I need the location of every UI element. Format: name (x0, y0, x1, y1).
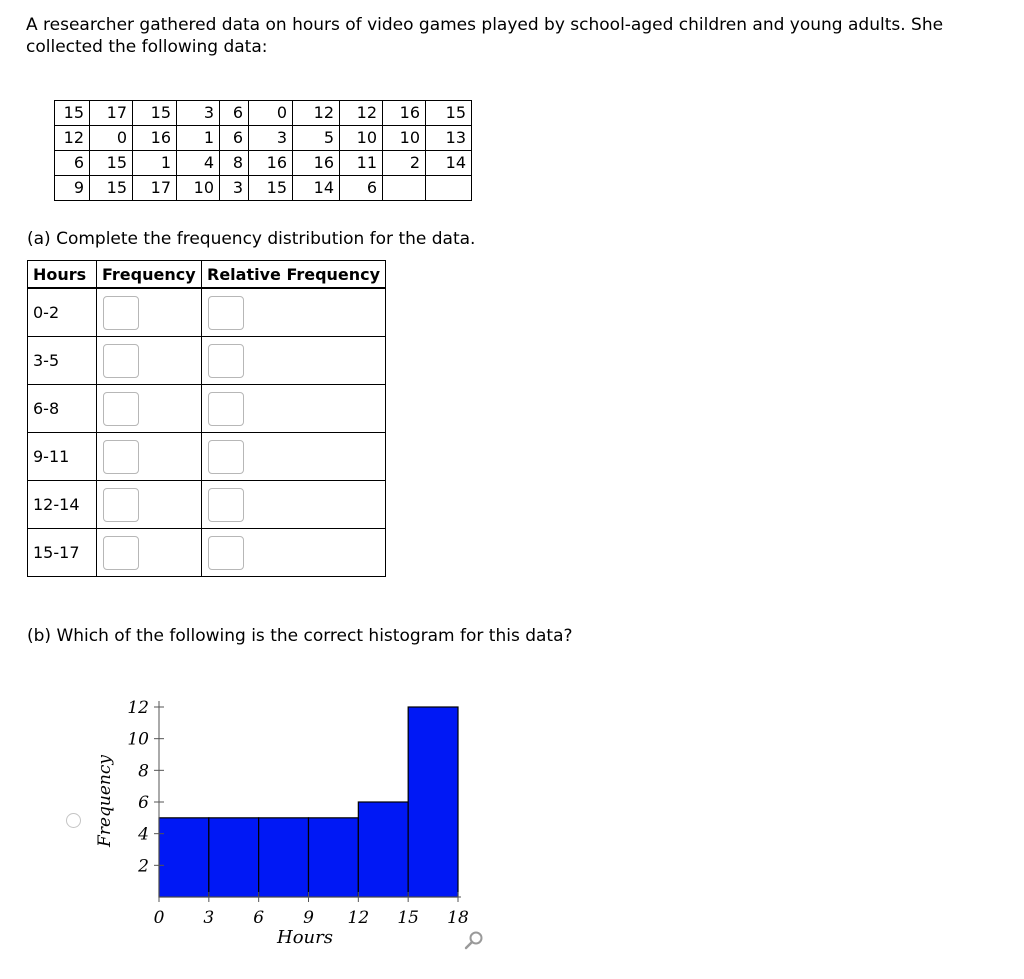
histogram-bar (408, 707, 458, 897)
data-cell: 12 (293, 101, 340, 126)
hours-label: 9-11 (28, 433, 97, 481)
y-tick-label: 2 (138, 856, 149, 877)
y-tick-label: 6 (138, 793, 149, 813)
data-cell: 3 (220, 176, 249, 201)
histogram-bar (259, 818, 309, 897)
data-cell: 15 (90, 151, 133, 176)
hours-label: 0-2 (28, 288, 97, 337)
data-cell: 3 (249, 126, 293, 151)
data-cell: 6 (220, 126, 249, 151)
hours-label: 6-8 (28, 385, 97, 433)
data-cell: 15 (249, 176, 293, 201)
data-cell: 0 (249, 101, 293, 126)
histogram-bar (358, 802, 408, 897)
data-cell: 12 (55, 126, 90, 151)
data-cell: 6 (220, 101, 249, 126)
data-cell: 15 (426, 101, 472, 126)
data-cell: 1 (133, 151, 177, 176)
data-cell: 17 (133, 176, 177, 201)
x-tick-label: 18 (447, 908, 469, 928)
data-cell: 13 (426, 126, 472, 151)
header-frequency: Frequency (97, 261, 202, 289)
data-cell: 15 (133, 101, 177, 126)
data-cell: 10 (383, 126, 426, 151)
data-cell: 16 (133, 126, 177, 151)
y-axis-label: Frequency (95, 755, 115, 847)
part-b-question: (b) Which of the following is the correct histogram for this data? (27, 626, 573, 646)
problem-intro: A researcher gathered data on hours of video games played by school-aged children and young adults. She collected the following data: (26, 15, 944, 57)
data-cell: 10 (340, 126, 383, 151)
header-relative-frequency: Relative Frequency (202, 261, 386, 289)
x-tick-label: 0 (153, 908, 165, 928)
y-tick-label: 8 (138, 761, 149, 782)
data-cell: 16 (293, 151, 340, 176)
data-cell: 12 (340, 101, 383, 126)
histogram-bar (309, 818, 359, 897)
data-cell: 16 (383, 101, 426, 126)
data-cell: 1 (177, 126, 220, 151)
y-tick-label: 10 (127, 729, 149, 750)
data-cell: 9 (55, 176, 90, 201)
hours-label: 3-5 (28, 337, 97, 385)
data-cell: 5 (293, 126, 340, 151)
data-cell: 17 (90, 101, 133, 126)
y-tick-label: 12 (127, 698, 149, 718)
data-cell: 14 (426, 151, 472, 176)
data-cell: 16 (249, 151, 293, 176)
data-cell: 6 (340, 176, 383, 201)
x-tick-label: 3 (203, 908, 215, 928)
data-cell: 4 (177, 151, 220, 176)
data-cell: 0 (90, 126, 133, 151)
x-tick-label: 9 (303, 908, 314, 928)
x-tick-label: 6 (253, 908, 265, 928)
hours-label: 15-17 (28, 529, 97, 577)
x-tick-label: 12 (347, 908, 370, 928)
histogram-bars (159, 707, 458, 897)
data-cell: 3 (177, 101, 220, 126)
data-cell: 15 (90, 176, 133, 201)
data-cell: 6 (55, 151, 90, 176)
data-cell: 11 (340, 151, 383, 176)
histogram-bar (209, 818, 259, 897)
y-tick-label: 4 (138, 824, 149, 845)
hours-label: 12-14 (28, 481, 97, 529)
magnifier-icon[interactable] (462, 930, 486, 952)
data-cell: 15 (55, 101, 90, 126)
part-a-question: (a) Complete the frequency distribution for the data. (27, 229, 476, 249)
data-cell: 10 (177, 176, 220, 201)
x-tick-label: 15 (397, 908, 419, 928)
histogram-bar (159, 818, 209, 897)
data-cell: 8 (220, 151, 249, 176)
x-axis-label: Hours (277, 927, 333, 948)
data-cell: 2 (383, 151, 426, 176)
data-cell: 14 (293, 176, 340, 201)
header-hours: Hours (28, 261, 97, 289)
